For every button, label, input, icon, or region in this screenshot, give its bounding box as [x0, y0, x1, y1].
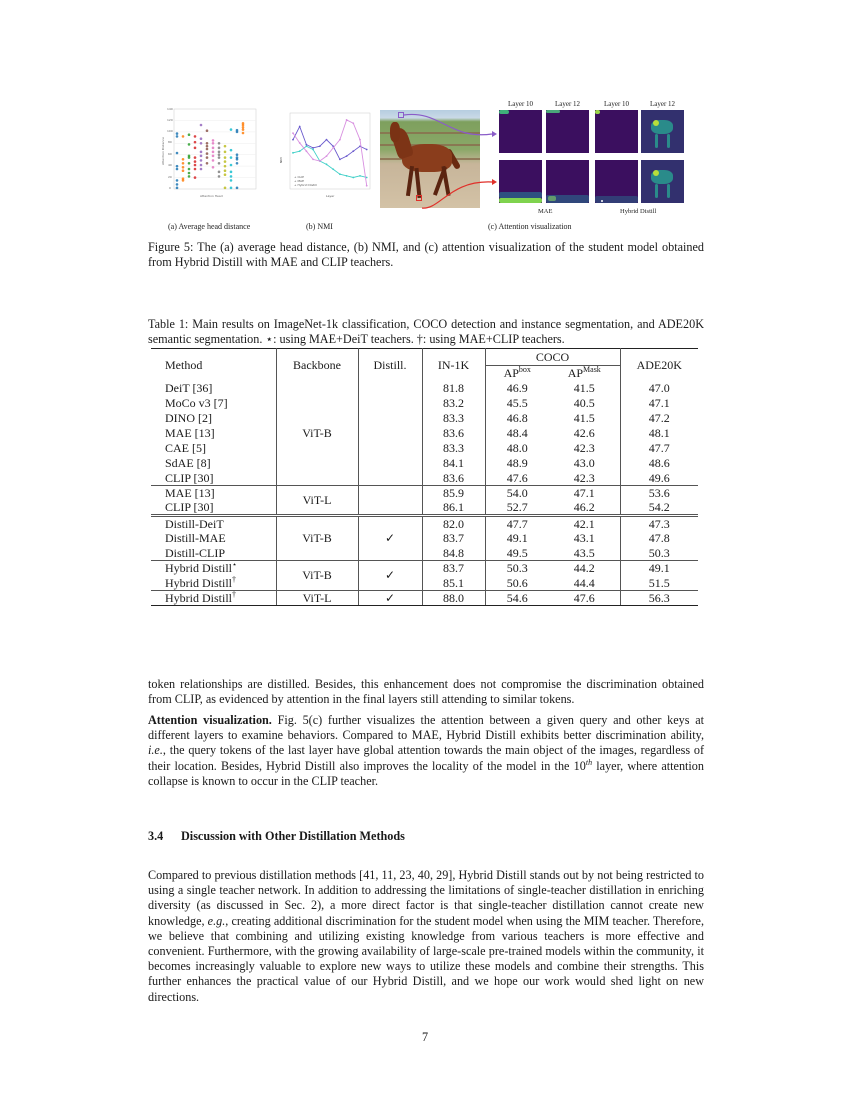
svg-text:100: 100 — [167, 129, 173, 133]
attention-map-hybrid-l10-bottom — [595, 160, 638, 203]
cell-in1k: 85.1 — [422, 576, 485, 591]
svg-text:+ MAE: + MAE — [294, 179, 305, 183]
cell-ap-mask: 44.2 — [549, 561, 620, 576]
svg-text:80: 80 — [168, 140, 172, 144]
paragraph-heading: Attention visualization. — [148, 713, 272, 727]
cell-ap-mask: 44.4 — [549, 576, 620, 591]
cell-ap-box: 45.5 — [506, 395, 528, 410]
svg-text:140: 140 — [167, 107, 173, 111]
attention-map-mae-l12-top — [546, 110, 589, 153]
cell-method: Distill-DeiT — [151, 516, 276, 531]
cell-in1k: 82.0 — [422, 516, 485, 531]
cell-ap-box: 50.6 — [506, 575, 528, 590]
attention-map-grid — [498, 100, 710, 225]
cell-method: MAE [13] — [151, 426, 276, 441]
method-superscript: † — [232, 589, 237, 599]
cell-method: Distill-CLIP — [151, 546, 276, 561]
cell-backbone: ViT-L — [276, 591, 358, 606]
header-in1k: IN-1K — [422, 349, 485, 381]
table-caption: Table 1: Main results on ImageNet-1k classification, COCO detection and instance segmentation, and ADE20K semantic segmentation. ⋆: using MAE+DeiT teachers. †: using MAE+CLIP teachers. — [148, 317, 704, 346]
table-row — [151, 426, 698, 441]
cell-distill-check — [358, 381, 422, 486]
cell-ade: 53.6 — [620, 486, 698, 501]
paragraph-discussion: Compared to previous distillation methods [41, 11, 23, 40, 29], Hybrid Distill stands out by not being restricted to using a single teacher network. In addition to addressing the limitations of single-teacher distillation in enriching diversity (as discussed in Sec. 2), a more direct factor is that single-teacher distillation cannot create new knowledge, e.g., creating additional discrimination for the student model when using the MIM teacher. Therefore, we believe that combining and utilizing existing knowledge from various teachers is more effective and convenient. Furthermore, with the growing availability of large-scale pre-trained models within the community, it becomes increasingly valuable to explore new ways to utilize these models and combine their strengths. This further enhances the practical value of our Hybrid Distill, and we hope our work would shed light on new directions. — [148, 868, 704, 1004]
query-arrows — [380, 100, 510, 220]
cell-ap-mask: 42.3 — [549, 441, 620, 456]
table-row — [151, 456, 698, 471]
cell-backbone: ViT-B — [276, 381, 358, 486]
cell-ap-mask: 42.6 — [549, 426, 620, 441]
cell-ap-box: 46.8 — [506, 410, 528, 425]
svg-text:Layer: Layer — [326, 194, 335, 198]
cell-method: MoCo v3 [7] — [151, 396, 276, 411]
cell-ade: 48.6 — [648, 455, 670, 470]
header-ap-mask: $AP^{Mask}$ — [549, 366, 620, 381]
cell-ap-mask: 43.0 — [549, 456, 620, 471]
cell-in1k: 83.6 — [422, 471, 485, 486]
cell-method: MAE [13] — [151, 486, 276, 501]
attention-map-hybrid-l12-bottom — [641, 160, 684, 203]
attention-map-mae-l10-top — [499, 110, 542, 153]
cell-ap-box: 54.0 — [485, 486, 549, 501]
cell-ap-box: 47.6 — [506, 470, 528, 485]
cell-in1k: 83.7 — [422, 561, 485, 576]
table-row — [151, 381, 698, 396]
cell-ade: 47.1 — [648, 395, 670, 410]
attention-map-mae-l12-bottom — [546, 160, 589, 203]
line-chart-svg — [278, 105, 373, 210]
cell-distill-check: ✓ — [358, 516, 422, 561]
cell-method: SdAE [8] — [151, 456, 276, 471]
cell-ap-mask: 47.1 — [549, 486, 620, 501]
figure-5 — [150, 100, 710, 235]
cell-ap-box: 48.4 — [506, 425, 528, 440]
cell-in1k: 83.7 — [422, 531, 485, 546]
group-label-hybrid: Hybrid Distill — [620, 208, 657, 215]
svg-text:120: 120 — [167, 118, 173, 122]
svg-text:Attention Distance: Attention Distance — [161, 137, 165, 165]
table-row — [151, 471, 698, 486]
cell-distill-check: ✓ — [358, 561, 422, 591]
cell-in1k: 84.8 — [422, 546, 485, 561]
nmi-line-chart — [278, 105, 373, 210]
cell-method: Hybrid Distill† — [151, 576, 276, 591]
cell-in1k: 85.9 — [422, 486, 485, 501]
cell-distill-check: ✓ — [358, 591, 422, 606]
cell-ap-box: 48.9 — [506, 455, 528, 470]
table-row — [151, 396, 698, 411]
cell-distill-check — [358, 486, 422, 516]
svg-text:Attention Head: Attention Head — [200, 194, 223, 198]
cell-in1k: 86.1 — [422, 501, 485, 516]
cell-ade: 47.2 — [648, 410, 670, 425]
cell-ap-box: 46.9 — [506, 380, 528, 395]
cell-method: Distill-MAE — [151, 531, 276, 546]
cell-ade: 48.1 — [648, 425, 670, 440]
table-row — [151, 531, 698, 546]
header-distill: Distill. — [358, 349, 422, 381]
cell-method: DINO [2] — [151, 411, 276, 426]
section-title: Discussion with Other Distillation Methods — [181, 829, 405, 843]
cell-in1k: 88.0 — [422, 591, 485, 606]
cell-backbone: ViT-B — [276, 561, 358, 591]
header-backbone: Backbone — [276, 349, 358, 381]
cell-ap-mask: 47.6 — [549, 591, 620, 606]
cell-ap-box: 47.7 — [485, 516, 549, 531]
layer-label: Layer 12 — [649, 100, 676, 108]
page-number: 7 — [421, 1030, 429, 1044]
table-row — [151, 561, 698, 576]
cell-ap-mask: 41.5 — [549, 411, 620, 426]
table-row — [151, 576, 698, 591]
svg-text:0: 0 — [169, 186, 171, 190]
cell-in1k: 83.2 — [422, 396, 485, 411]
results-table — [151, 348, 698, 606]
header-ap-box: $AP^{box}$ — [503, 365, 531, 380]
cell-in1k: 83.6 — [422, 426, 485, 441]
svg-text:NMI: NMI — [279, 157, 283, 163]
cell-ade: 47.7 — [648, 440, 670, 455]
svg-text:+ Hybrid Distill: + Hybrid Distill — [294, 183, 317, 187]
table-row — [151, 501, 698, 516]
cell-ade: 49.6 — [648, 470, 670, 485]
cell-backbone: ViT-L — [276, 486, 358, 516]
subcaption-b: (b) NMI — [306, 222, 333, 231]
cell-ade: 56.3 — [620, 591, 698, 606]
head-distance-scatter-plot — [160, 105, 260, 210]
cell-method: CLIP [30] — [151, 501, 276, 516]
cell-ap-box: 50.3 — [485, 561, 549, 576]
paragraph-token-relationships: token relationships are distilled. Besides, this enhancement does not compromise the discrimination obtained from CLIP, as evidenced by attention in the final layers still attending to similar tokens. — [148, 677, 704, 707]
attention-map-hybrid-l12-top — [641, 110, 684, 153]
method-superscript: ⋆ — [232, 560, 238, 569]
cell-ap-box: 52.7 — [506, 500, 528, 514]
cell-method: Hybrid Distill† — [151, 591, 276, 606]
table-row — [151, 441, 698, 456]
layer-label: Layer 10 — [603, 100, 630, 108]
cell-in1k: 83.3 — [422, 411, 485, 426]
attention-map-mae-l10-bottom — [499, 160, 542, 203]
cell-method: DeiT [36] — [151, 381, 276, 396]
cell-ade: 51.5 — [648, 575, 670, 590]
layer-label: Layer 10 — [507, 100, 534, 108]
cell-ap-mask: 43.1 — [549, 531, 620, 546]
header-coco: COCO — [485, 349, 620, 366]
cell-method: CAE [5] — [151, 441, 276, 456]
cell-ap-mask: 42.3 — [549, 471, 620, 486]
table-row — [151, 486, 698, 501]
section-heading — [148, 829, 405, 844]
table-row — [151, 411, 698, 426]
paragraph-attention-visualization: Attention visualization. Fig. 5(c) further visualizes the attention between a given query and other keys at different layers to examine behaviors. Compared to MAE, Hybrid Distill exhibits better discrimination ability, i.e., the query tokens of the last layer have global attention towards the main object of the images, regardless of their location. Besides, Hybrid Distill also improves the locality of the model in the 10th layer, where attention collapse is known to occur in the CLIP teacher. — [148, 713, 704, 788]
table-row — [151, 591, 698, 606]
cell-ade: 49.1 — [620, 561, 698, 576]
subcaption-a: (a) Average head distance — [168, 222, 251, 231]
group-label-mae: MAE — [538, 208, 553, 215]
figure-caption: Figure 5: The (a) average head distance, (b) NMI, and (c) attention visualization of the student model obtained from Hybrid Distill with MAE and CLIP teachers. — [148, 240, 704, 269]
cell-ap-box: 49.1 — [506, 530, 528, 545]
svg-text:60: 60 — [168, 152, 172, 156]
cell-ap-mask: 41.5 — [549, 381, 620, 396]
cell-in1k: 81.8 — [422, 381, 485, 396]
cell-ap-mask: 43.5 — [549, 546, 620, 561]
header-method: Method — [151, 349, 276, 381]
svg-text:+ CLIP: + CLIP — [294, 175, 304, 179]
subcaption-c: (c) Attention visualization — [488, 222, 572, 231]
section-number: 3.4 — [148, 829, 164, 843]
cell-ade: 47.8 — [648, 530, 670, 545]
scatter-plot-svg — [160, 105, 260, 210]
cell-ap-box: 48.0 — [506, 440, 528, 455]
cell-method: Hybrid Distill⋆ — [151, 561, 276, 576]
table-row — [151, 516, 698, 531]
table-row — [151, 546, 698, 561]
attention-map-hybrid-l10-top — [595, 110, 638, 153]
cell-ap-mask: 46.2 — [549, 501, 620, 516]
layer-label: Layer 12 — [554, 100, 581, 108]
cell-ap-box: 54.6 — [485, 591, 549, 606]
cell-ap-box: 49.5 — [506, 545, 528, 560]
cell-in1k: 84.1 — [422, 456, 485, 471]
cell-in1k: 83.3 — [422, 441, 485, 456]
cell-ade: 47.3 — [620, 516, 698, 531]
cell-ade: 47.0 — [648, 380, 670, 395]
method-superscript: † — [232, 574, 237, 584]
cell-ap-mask: 40.5 — [549, 396, 620, 411]
cell-backbone: ViT-B — [276, 516, 358, 561]
cell-ap-mask: 42.1 — [549, 516, 620, 531]
cell-ade: 54.2 — [648, 500, 670, 514]
svg-text:20: 20 — [168, 175, 172, 179]
cell-ade: 50.3 — [648, 545, 670, 560]
header-ade20k: ADE20K — [620, 349, 698, 381]
svg-text:40: 40 — [168, 163, 172, 167]
cell-method: CLIP [30] — [151, 471, 276, 486]
